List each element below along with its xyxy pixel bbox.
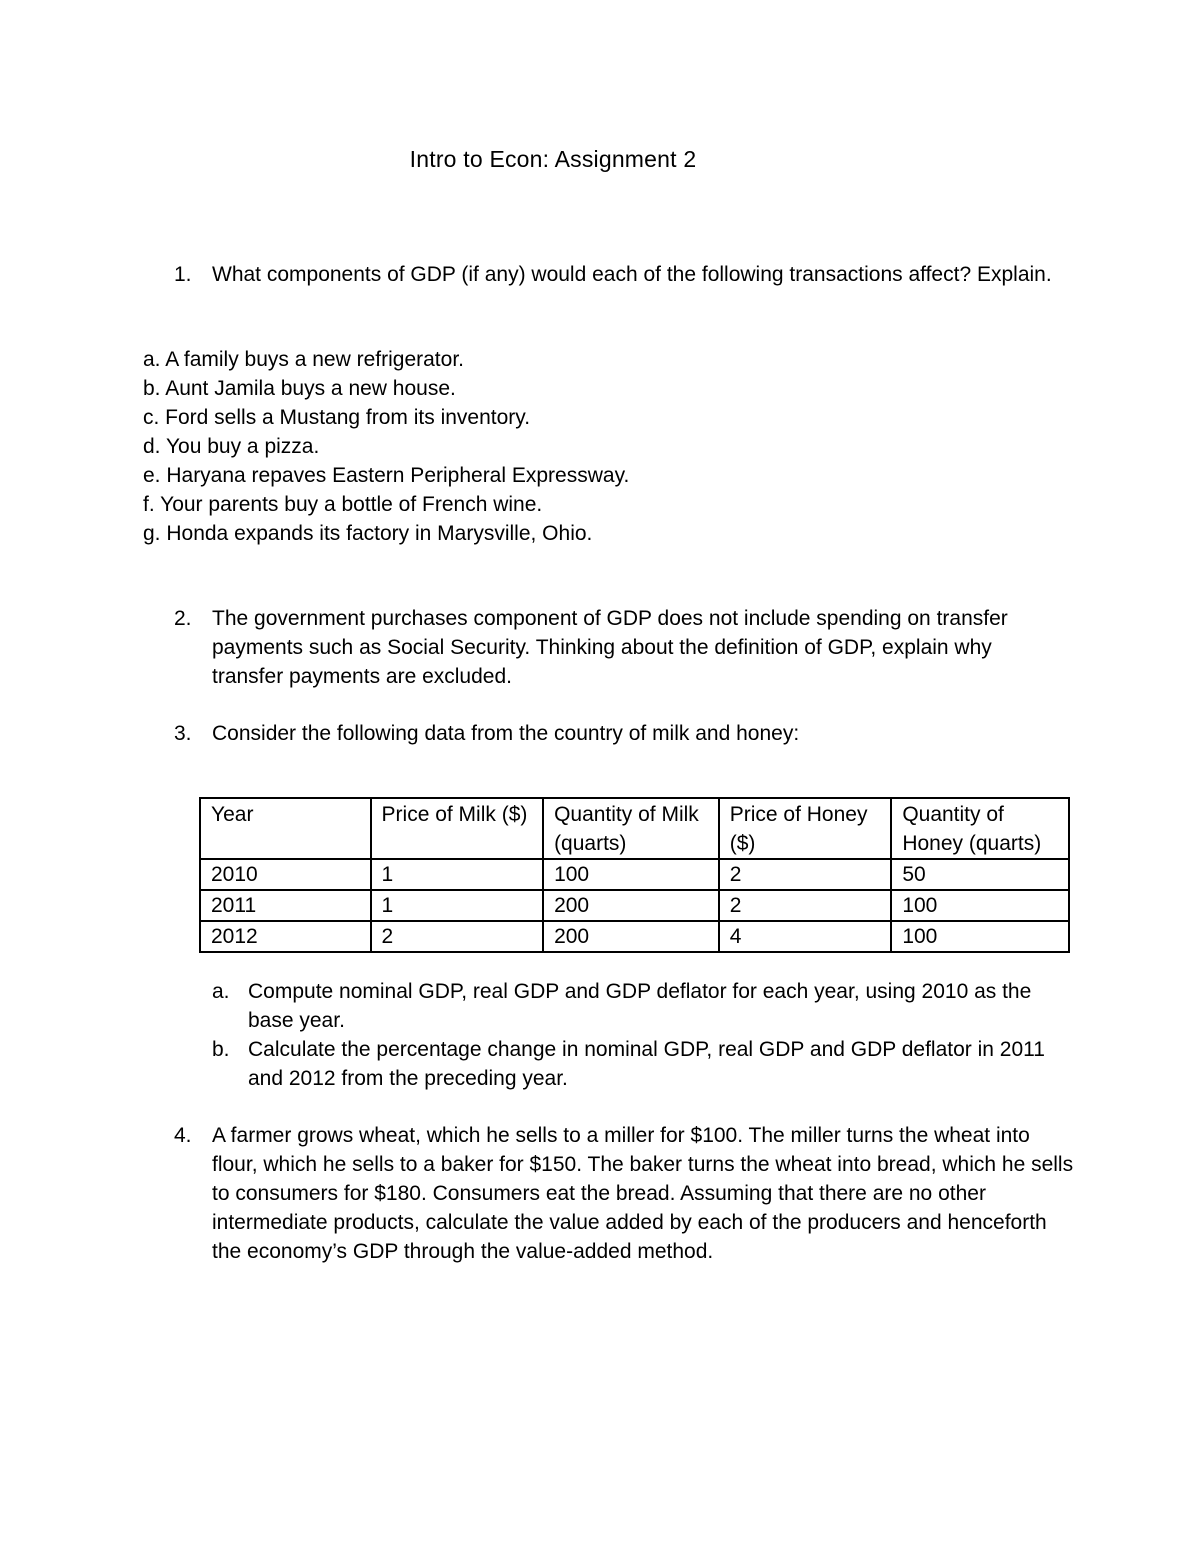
table-cell: 100 <box>891 921 1069 952</box>
table-cell: 2 <box>719 890 892 921</box>
question-4-text: A farmer grows wheat, which he sells to a miller for $100. The miller turns the wheat into flour, which he sells to a baker for $150. The baker turns the wheat into bread, which he sells to consumers for $180. Consumers eat the bread. Assuming that there are no other intermediate products, calculate the value added by each of the producers and henceforth the economy’s GDP through the value-added method. <box>212 1124 1074 1263</box>
question-4-number: 4. <box>174 1124 192 1147</box>
list-item: c. Ford sells a Mustang from its inventory. <box>143 406 531 429</box>
table-row <box>200 921 1069 952</box>
list-item: e. Haryana repaves Eastern Peripheral Expressway. <box>143 464 630 487</box>
list-item: g. Honda expands its factory in Marysville, Ohio. <box>143 522 593 545</box>
table-cell: 1 <box>371 859 544 890</box>
table-cell: 2 <box>371 921 544 952</box>
table-cell: 1 <box>371 890 544 921</box>
question-1-text: What components of GDP (if any) would each of the following transactions affect? Explain. <box>212 263 1052 286</box>
question-1-number: 1. <box>174 263 192 286</box>
table-row <box>200 890 1069 921</box>
question-3a-text: Compute nominal GDP, real GDP and GDP deflator for each year, using 2010 as the base year. <box>248 980 1032 1032</box>
question-3-text: Consider the following data from the country of milk and honey: <box>212 722 800 745</box>
page-title: Intro to Econ: Assignment 2 <box>409 146 697 172</box>
table-cell: 50 <box>891 859 1069 890</box>
table-header-cell: Price of Milk ($) <box>371 798 544 859</box>
table-header-cell: Year <box>200 798 371 859</box>
question-3 <box>174 719 1074 748</box>
table-cell: 2012 <box>200 921 371 952</box>
table-cell: 100 <box>891 890 1069 921</box>
question-3a <box>212 977 1072 1035</box>
table-cell: 2 <box>719 859 892 890</box>
table-header-cell: Quantity of Honey (quarts) <box>891 798 1069 859</box>
list-item: b. Aunt Jamila buys a new house. <box>143 377 456 400</box>
table-cell: 200 <box>543 921 719 952</box>
question-3b <box>212 1035 1072 1093</box>
table-cell: 2010 <box>200 859 371 890</box>
table-cell: 2011 <box>200 890 371 921</box>
list-item: a. A family buys a new refrigerator. <box>143 348 464 371</box>
question-3a-label: a. <box>212 980 230 1003</box>
question-3-number: 3. <box>174 722 192 745</box>
question-2-text: The government purchases component of GDP does not include spending on transfer payments such as Social Security. Thinking about the definition of GDP, explain why transfer payments are excluded. <box>212 607 1008 688</box>
question-4 <box>174 1121 1074 1266</box>
table-cell: 200 <box>543 890 719 921</box>
table-cell: 4 <box>719 921 892 952</box>
question-2-number: 2. <box>174 607 192 630</box>
question-3b-text: Calculate the percentage change in nominal GDP, real GDP and GDP deflator in 2011 and 2012 from the preceding year. <box>248 1038 1045 1090</box>
question-1-items <box>143 345 1043 548</box>
table-header-row <box>200 798 1069 859</box>
question-2 <box>174 604 1054 691</box>
table-row <box>200 859 1069 890</box>
list-item: d. You buy a pizza. <box>143 435 320 458</box>
question-3b-label: b. <box>212 1038 230 1061</box>
milk-honey-table <box>199 797 1070 953</box>
question-1 <box>174 260 1074 289</box>
table-header-cell: Quantity of Milk (quarts) <box>543 798 719 859</box>
table-header-cell: Price of Honey ($) <box>719 798 892 859</box>
list-item: f. Your parents buy a bottle of French wine. <box>143 493 543 516</box>
table-cell: 100 <box>543 859 719 890</box>
